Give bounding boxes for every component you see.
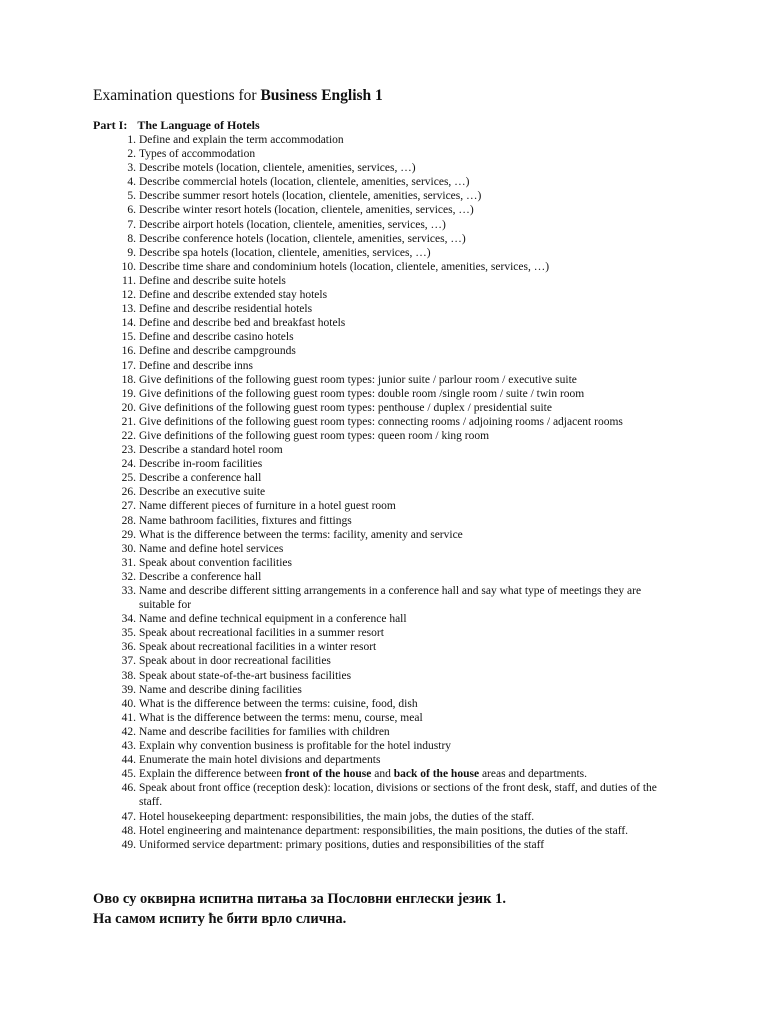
- question-text-part: areas and departments.: [479, 768, 587, 781]
- question-text: Describe commercial hotels (location, clientele, amenities, services, …): [139, 176, 470, 189]
- question-number: 49.: [121, 838, 136, 851]
- question-text: Give definitions of the following guest room types: connecting rooms / adjoining rooms / adjacent rooms: [139, 415, 623, 428]
- question-text: What is the difference between the terms: facility, amenity and service: [139, 528, 463, 541]
- question-text: Name different pieces of furniture in a hotel guest room: [139, 500, 396, 513]
- question-number: 34.: [121, 613, 136, 626]
- question-text: Describe a conference hall: [139, 570, 262, 583]
- question-item: [0, 246, 768, 260]
- question-text: Name and describe dining facilities: [139, 683, 302, 696]
- question-number: 4.: [127, 176, 136, 189]
- question-text: Speak about state-of-the-art business facilities: [139, 669, 352, 682]
- question-number: 41.: [121, 711, 136, 724]
- question-text-bold: back of the house: [393, 768, 480, 781]
- question-text: Speak about in door recreational facilities: [139, 655, 331, 668]
- question-item: [0, 373, 768, 387]
- question-item: [0, 471, 768, 485]
- question-number: 25.: [121, 472, 136, 485]
- question-number: 13.: [121, 303, 136, 316]
- question-item: [0, 683, 768, 697]
- question-item: [0, 415, 768, 429]
- question-item: [0, 288, 768, 302]
- question-text: Describe airport hotels (location, clientele, amenities, services, …): [139, 218, 446, 231]
- question-item: [0, 528, 768, 542]
- part-heading: [93, 118, 260, 133]
- question-item: [0, 359, 768, 373]
- question-text: [139, 767, 660, 781]
- question-item: [0, 218, 768, 232]
- question-item: [0, 640, 768, 654]
- question-text: Speak about front office (reception desk): location, divisions or sections of the front desk, staff, and duties of the staff.: [139, 782, 657, 809]
- question-number: 7.: [127, 218, 136, 231]
- question-text: Hotel housekeeping department: responsibilities, the main jobs, the duties of the staff.: [139, 810, 535, 823]
- question-number: 21.: [121, 415, 136, 428]
- question-number: 18.: [121, 373, 136, 386]
- question-item: [0, 344, 768, 358]
- question-text: Describe time share and condominium hotels (location, clientele, amenities, services, …): [139, 260, 550, 273]
- question-text: Define and describe suite hotels: [139, 274, 286, 287]
- question-number: 38.: [121, 669, 136, 682]
- question-item: [0, 485, 768, 499]
- question-item: [0, 626, 768, 640]
- question-text: Describe a conference hall: [139, 472, 262, 485]
- document-title: [93, 86, 383, 106]
- question-number: 5.: [127, 190, 136, 203]
- title-prefix: Examination questions for: [93, 87, 261, 104]
- question-item: [0, 429, 768, 443]
- question-text: Describe a standard hotel room: [139, 444, 283, 457]
- question-item: [0, 330, 768, 344]
- question-item: [0, 669, 768, 683]
- question-item: [0, 584, 768, 612]
- question-number: 45.: [121, 768, 136, 781]
- question-item: [0, 542, 768, 556]
- question-item: [0, 387, 768, 401]
- question-item: [0, 570, 768, 584]
- question-number: 20.: [121, 401, 136, 414]
- question-text: Name and describe different sitting arrangements in a conference hall and say what type of meetings they are suitable for: [139, 585, 642, 612]
- question-text: Give definitions of the following guest room types: queen room / king room: [139, 429, 490, 442]
- question-text: Describe motels (location, clientele, amenities, services, …): [139, 162, 416, 175]
- question-text: Describe spa hotels (location, clientele, amenities, services, …): [139, 246, 431, 259]
- question-text: Name and define technical equipment in a conference hall: [139, 613, 407, 626]
- question-text: Name and describe facilities for families with children: [139, 725, 390, 738]
- question-number: 27.: [121, 500, 136, 513]
- note-line-2: На самом испиту ће бити врло слична.: [93, 910, 347, 927]
- question-text: Speak about convention facilities: [139, 556, 292, 569]
- question-item: [0, 767, 768, 781]
- question-number: 22.: [121, 429, 136, 442]
- question-item: [0, 612, 768, 626]
- question-number: 35.: [121, 627, 136, 640]
- question-number: 23.: [121, 444, 136, 457]
- question-number: 28.: [121, 514, 136, 527]
- question-text: Define and explain the term accommodation: [139, 134, 344, 146]
- question-item: [0, 161, 768, 175]
- question-number: 30.: [121, 542, 136, 555]
- question-text: Name and define hotel services: [139, 542, 284, 555]
- question-text: Define and describe residential hotels: [139, 303, 313, 316]
- part-label: Part I:: [93, 118, 128, 132]
- question-number: 15.: [121, 331, 136, 344]
- question-text: Define and describe casino hotels: [139, 331, 294, 344]
- question-number: 39.: [121, 683, 136, 696]
- question-number: 33.: [121, 585, 136, 597]
- question-item: [0, 499, 768, 513]
- question-item: [0, 274, 768, 288]
- question-item: [0, 810, 768, 824]
- question-item: [0, 260, 768, 274]
- question-item: [0, 753, 768, 767]
- question-number: 8.: [127, 232, 136, 245]
- question-number: 1.: [127, 134, 136, 146]
- question-text: Give definitions of the following guest room types: double room /single room / suite / twin room: [139, 387, 585, 400]
- question-text: Types of accommodation: [139, 148, 256, 161]
- question-text: Enumerate the main hotel divisions and departments: [139, 754, 381, 767]
- question-text: Describe in-room facilities: [139, 458, 263, 471]
- question-number: 10.: [121, 260, 136, 273]
- question-item: [0, 189, 768, 203]
- question-item: [0, 232, 768, 246]
- question-text: Define and describe inns: [139, 359, 254, 372]
- question-item: [0, 203, 768, 217]
- question-item: [0, 457, 768, 471]
- question-item: [0, 654, 768, 668]
- question-text: Explain why convention business is profitable for the hotel industry: [139, 740, 452, 753]
- question-text-bold: front of the house: [285, 768, 372, 781]
- question-number: 47.: [121, 810, 136, 823]
- question-text: Give definitions of the following guest room types: junior suite / parlour room / executive suite: [139, 373, 577, 386]
- question-number: 42.: [121, 725, 136, 738]
- question-number: 31.: [121, 556, 136, 569]
- question-item: [0, 443, 768, 457]
- part-name: The Language of Hotels: [137, 118, 260, 132]
- question-item: [0, 175, 768, 189]
- question-text: What is the difference between the terms: menu, course, meal: [139, 711, 423, 724]
- question-text: Describe summer resort hotels (location, clientele, amenities, services, …): [139, 190, 482, 203]
- question-text-part: Explain the difference between: [139, 768, 286, 781]
- question-item: [0, 514, 768, 528]
- question-number: 43.: [121, 740, 136, 753]
- question-item: [0, 781, 768, 809]
- question-number: 24.: [121, 458, 136, 471]
- question-item: [0, 838, 768, 852]
- question-number: 17.: [121, 359, 136, 372]
- question-number: 9.: [127, 246, 136, 259]
- question-text: Give definitions of the following guest room types: penthouse / duplex / presidential suite: [139, 401, 552, 414]
- question-list: [0, 133, 768, 852]
- question-text: Speak about recreational facilities in a winter resort: [139, 641, 377, 654]
- question-number: 48.: [121, 824, 136, 837]
- question-number: 37.: [121, 655, 136, 668]
- question-item: [0, 824, 768, 838]
- question-text: Describe winter resort hotels (location, clientele, amenities, services, …): [139, 204, 474, 217]
- question-number: 16.: [121, 345, 136, 358]
- question-text: Describe conference hotels (location, clientele, amenities, services, …): [139, 232, 466, 245]
- question-text: Hotel engineering and maintenance department: responsibilities, the main positions, the duties of the staff.: [139, 824, 629, 837]
- question-number: 32.: [121, 570, 136, 583]
- question-number: 36.: [121, 641, 136, 654]
- question-text-part: and: [371, 768, 394, 781]
- question-item: [0, 697, 768, 711]
- question-item: [0, 147, 768, 161]
- question-number: 26.: [121, 486, 136, 499]
- question-item: [0, 739, 768, 753]
- question-text: What is the difference between the terms: cuisine, food, dish: [139, 697, 418, 710]
- question-number: 6.: [127, 204, 136, 217]
- question-number: 46.: [121, 782, 136, 795]
- question-number: 14.: [121, 317, 136, 330]
- closing-note: [93, 890, 506, 929]
- question-number: 12.: [121, 289, 136, 302]
- question-text: Define and describe bed and breakfast hotels: [139, 317, 346, 330]
- question-text: Define and describe campgrounds: [139, 345, 296, 358]
- question-text: Name bathroom facilities, fixtures and fittings: [139, 514, 352, 527]
- question-number: 19.: [121, 387, 136, 400]
- title-subject: Business English 1: [260, 87, 383, 104]
- question-number: 40.: [121, 697, 136, 710]
- note-line-1: Ово су оквирна испитна питања за Пословни енглески језик 1.: [93, 891, 506, 907]
- question-text: Speak about recreational facilities in a summer resort: [139, 627, 384, 640]
- question-item: [0, 401, 768, 415]
- question-text: Describe an executive suite: [139, 486, 266, 499]
- question-item: [0, 302, 768, 316]
- question-item: [0, 711, 768, 725]
- question-item: [0, 133, 768, 147]
- question-number: 2.: [127, 148, 136, 161]
- question-item: [0, 725, 768, 739]
- question-number: 44.: [121, 754, 136, 767]
- question-item: [0, 556, 768, 570]
- question-item: [0, 316, 768, 330]
- question-text: Define and describe extended stay hotels: [139, 289, 328, 302]
- question-number: 11.: [122, 274, 136, 287]
- question-number: 3.: [127, 162, 136, 175]
- question-number: 29.: [121, 528, 136, 541]
- question-text: Uniformed service department: primary positions, duties and responsibilities of the staff: [139, 838, 545, 851]
